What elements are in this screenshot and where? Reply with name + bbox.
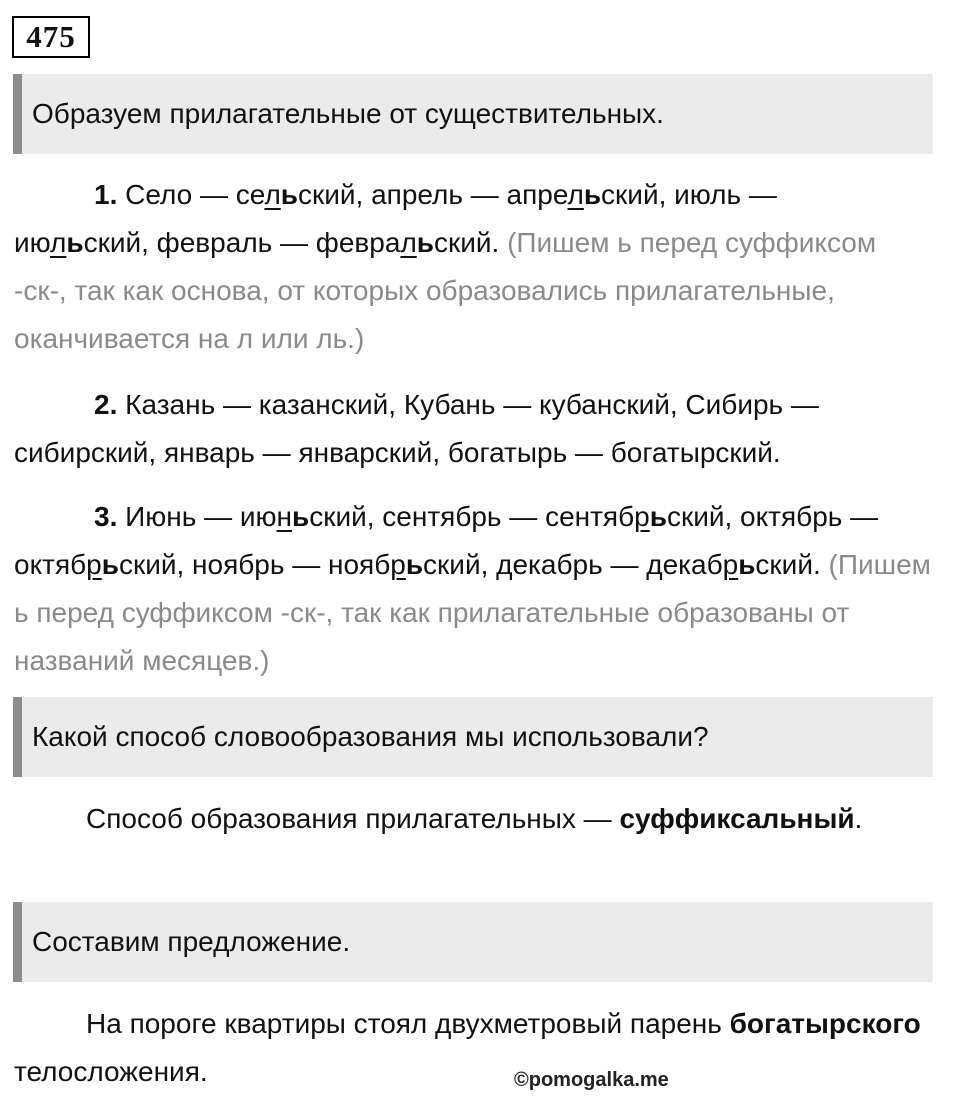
text: ский. [755, 549, 821, 580]
sentence-paragraph [14, 1000, 934, 1096]
underlined-letter: л [400, 227, 417, 258]
sentence-text: На пороге квартиры стоял двухметровый парень [86, 1008, 730, 1039]
underlined-letter: р [390, 549, 406, 580]
text: ский, июль — [601, 179, 777, 210]
soft-sign: ь [738, 549, 756, 580]
explanation-note: (Пишем ь перед суффиксом -ск-, так как основа, от которых образовались прилагательные, оканчивается на л или ль.) [14, 227, 877, 354]
task-banner-3: Составим предложение. [13, 902, 933, 982]
underlined-letter: л [567, 179, 584, 210]
underlined-letter: л [50, 227, 67, 258]
text: ский. [434, 227, 500, 258]
soft-sign: ь [583, 179, 602, 210]
answer-paragraph [14, 795, 934, 843]
text: ский, октябрь — октяб [14, 501, 879, 580]
underlined-letter: р [634, 501, 650, 532]
underlined-letter: р [86, 549, 102, 580]
underlined-letter: н [276, 501, 292, 532]
soft-sign: ь [66, 227, 84, 258]
sentence-text-end: телосложения. [14, 1056, 208, 1087]
text: ский, декабрь — декаб [423, 549, 723, 580]
soft-sign: ь [649, 501, 667, 532]
text: ский, сентябрь — сентяб [309, 501, 635, 532]
underlined-letter: л [264, 179, 281, 210]
answer-text: Способ образования прилагательных — [86, 803, 620, 834]
section-1-number: 1. [94, 179, 118, 210]
section-2 [14, 381, 934, 477]
section-2-number: 2. [94, 389, 118, 420]
sentence-bold: богатырского [729, 1008, 921, 1039]
text: Казань — казанский, Кубань — кубанский, Сибирь — сибирский, январь — январский, богатырь — богатырский. [14, 389, 819, 468]
text: ский, апрель — апре [298, 179, 568, 210]
soft-sign: ь [101, 549, 119, 580]
task-banner-2: Какой способ словообразования мы использовали? [13, 697, 933, 777]
section-3-number: 3. [94, 501, 118, 532]
section-1 [14, 171, 934, 363]
answer-end: . [854, 803, 863, 834]
section-3 [14, 493, 934, 685]
text: ский, февраль — февра [83, 227, 401, 258]
soft-sign: ь [416, 227, 434, 258]
soft-sign: ь [291, 501, 310, 532]
text: Село — се [125, 179, 265, 210]
text: ский, ноябрь — нояб [118, 549, 391, 580]
exercise-number: 475 [12, 16, 90, 58]
answer-bold: суффиксальный [619, 803, 855, 834]
watermark: ©pomogalka.me [514, 1069, 669, 1091]
text: ию [14, 227, 51, 258]
soft-sign: ь [405, 549, 424, 580]
text: Июнь — ию [125, 501, 277, 532]
soft-sign: ь [280, 179, 298, 210]
explanation-note: (Пишем ь перед суффиксом -ск-, так как прилагательные образованы от названий месяцев.) [14, 549, 931, 676]
task-banner-1: Образуем прилагательные от существительных. [13, 74, 933, 154]
underlined-letter: р [722, 549, 739, 580]
